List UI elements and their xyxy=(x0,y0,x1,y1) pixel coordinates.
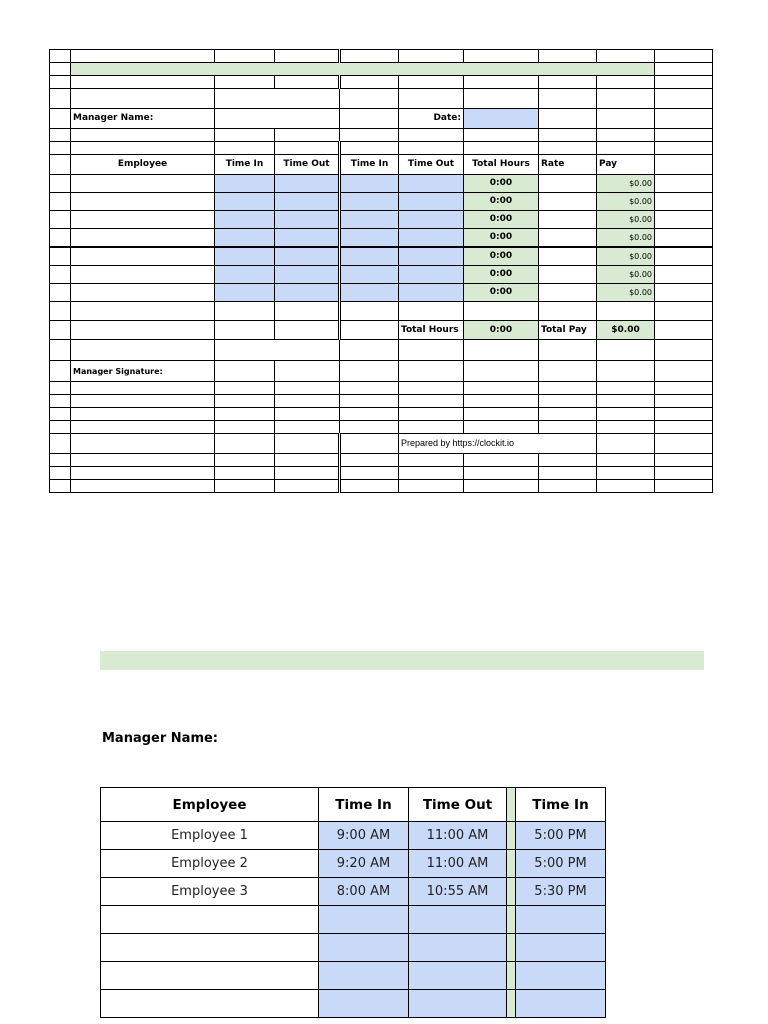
time-in-cell[interactable]: 5:30 PM xyxy=(516,878,606,906)
total-hours-value: 0:00 xyxy=(464,321,539,340)
pay-cell: $0.00 xyxy=(597,175,655,193)
pay-cell: $0.00 xyxy=(597,266,655,284)
time-out-cell[interactable] xyxy=(409,990,507,1018)
employee-cell[interactable] xyxy=(71,229,215,248)
time-out-cell[interactable]: 10:55 AM xyxy=(409,878,507,906)
col-header-time-out-2: Time Out xyxy=(399,155,464,175)
employee-cell[interactable] xyxy=(101,906,319,934)
time-in-cell[interactable] xyxy=(340,193,399,211)
rate-cell[interactable] xyxy=(539,284,597,302)
preview-col-employee: Employee xyxy=(101,788,319,822)
grid-row xyxy=(50,50,713,63)
pay-cell: $0.00 xyxy=(597,247,655,266)
manager-name-field[interactable] xyxy=(215,109,340,129)
table-row xyxy=(50,193,713,211)
time-in-cell[interactable] xyxy=(340,175,399,193)
grid-row xyxy=(50,467,713,480)
pay-cell: $0.00 xyxy=(597,193,655,211)
table-row xyxy=(50,175,713,193)
total-hours-cell: 0:00 xyxy=(464,247,539,266)
table-row xyxy=(101,878,606,906)
employee-cell[interactable] xyxy=(101,990,319,1018)
time-in-cell[interactable] xyxy=(319,934,409,962)
time-in-cell[interactable]: 5:00 PM xyxy=(516,850,606,878)
pay-cell: $0.00 xyxy=(597,284,655,302)
time-in-cell[interactable]: 9:20 AM xyxy=(319,850,409,878)
total-hours-cell: 0:00 xyxy=(464,266,539,284)
signature-field[interactable] xyxy=(215,361,275,382)
time-out-cell[interactable] xyxy=(275,247,340,266)
time-in-cell[interactable] xyxy=(215,193,275,211)
column-separator xyxy=(507,990,516,1018)
pay-cell: $0.00 xyxy=(597,229,655,248)
grid-row xyxy=(50,340,713,361)
total-hours-cell: 0:00 xyxy=(464,211,539,229)
timesheet-preview-table xyxy=(100,787,606,1018)
time-in-cell[interactable] xyxy=(516,934,606,962)
time-out-cell[interactable] xyxy=(399,266,464,284)
rate-cell[interactable] xyxy=(539,247,597,266)
rate-cell[interactable] xyxy=(539,229,597,248)
time-in-cell[interactable]: 9:00 AM xyxy=(319,822,409,850)
total-hours-cell: 0:00 xyxy=(464,229,539,248)
table-row xyxy=(50,247,713,266)
col-header-pay: Pay xyxy=(597,155,655,175)
employee-cell[interactable] xyxy=(71,266,215,284)
rate-cell[interactable] xyxy=(539,211,597,229)
time-out-cell[interactable] xyxy=(399,211,464,229)
employee-cell[interactable] xyxy=(71,211,215,229)
time-in-cell[interactable] xyxy=(340,229,399,248)
employee-cell[interactable] xyxy=(71,284,215,302)
time-in-cell[interactable] xyxy=(516,962,606,990)
time-in-cell[interactable] xyxy=(340,266,399,284)
time-out-cell[interactable] xyxy=(275,229,340,248)
preview-header-row xyxy=(101,788,606,822)
time-in-cell[interactable] xyxy=(215,266,275,284)
employee-cell[interactable]: Employee 1 xyxy=(101,822,319,850)
column-separator xyxy=(507,906,516,934)
title-banner-row xyxy=(50,63,713,76)
time-out-cell[interactable] xyxy=(275,193,340,211)
time-out-cell[interactable] xyxy=(409,906,507,934)
grid-row xyxy=(50,421,713,434)
time-out-cell[interactable] xyxy=(399,193,464,211)
column-separator xyxy=(507,962,516,990)
preview-col-time-in-1: Time In xyxy=(319,788,409,822)
table-row xyxy=(101,906,606,934)
table-row xyxy=(101,934,606,962)
manager-signature-label: Manager Signature: xyxy=(71,361,215,382)
time-in-cell[interactable] xyxy=(215,211,275,229)
rate-cell[interactable] xyxy=(539,175,597,193)
time-in-cell[interactable] xyxy=(516,990,606,1018)
grid-row xyxy=(50,89,713,109)
column-separator xyxy=(507,822,516,850)
time-in-cell[interactable] xyxy=(516,906,606,934)
totals-row xyxy=(50,321,713,340)
time-in-cell[interactable] xyxy=(340,247,399,266)
time-in-cell[interactable] xyxy=(215,247,275,266)
table-row xyxy=(50,266,713,284)
total-hours-label: Total Hours xyxy=(399,321,464,340)
col-header-time-in-2: Time In xyxy=(340,155,399,175)
time-in-cell[interactable] xyxy=(215,284,275,302)
timesheet-grid xyxy=(49,49,713,493)
total-pay-value: $0.00 xyxy=(597,321,655,340)
table-row xyxy=(101,822,606,850)
time-in-cell[interactable]: 8:00 AM xyxy=(319,878,409,906)
pay-cell: $0.00 xyxy=(597,211,655,229)
col-header-total-hours: Total Hours xyxy=(464,155,539,175)
manager-name-label-preview: Manager Name: xyxy=(102,731,219,746)
time-in-cell[interactable] xyxy=(215,229,275,248)
grid-row xyxy=(50,76,713,89)
employee-cell[interactable] xyxy=(71,193,215,211)
grid-row xyxy=(50,129,713,142)
employee-cell[interactable] xyxy=(71,247,215,266)
title-banner-preview xyxy=(100,651,704,670)
table-row xyxy=(50,229,713,248)
table-row xyxy=(50,284,713,302)
time-out-cell[interactable] xyxy=(399,175,464,193)
time-in-cell[interactable] xyxy=(340,284,399,302)
time-out-cell[interactable]: 11:00 AM xyxy=(409,822,507,850)
rate-cell[interactable] xyxy=(539,266,597,284)
rate-cell[interactable] xyxy=(539,193,597,211)
table-row xyxy=(50,211,713,229)
employee-cell[interactable] xyxy=(71,175,215,193)
col-header-employee: Employee xyxy=(71,155,215,175)
title-banner[interactable] xyxy=(71,63,655,76)
column-separator xyxy=(507,934,516,962)
grid-row xyxy=(50,142,713,155)
table-row xyxy=(101,990,606,1018)
time-out-cell[interactable] xyxy=(275,175,340,193)
total-hours-cell: 0:00 xyxy=(464,175,539,193)
col-header-rate: Rate xyxy=(539,155,597,175)
time-out-cell[interactable] xyxy=(275,211,340,229)
grid-row xyxy=(50,382,713,395)
time-in-cell[interactable] xyxy=(319,962,409,990)
date-field[interactable] xyxy=(464,109,539,129)
table-row xyxy=(101,962,606,990)
grid-row xyxy=(50,408,713,421)
time-out-cell[interactable] xyxy=(399,284,464,302)
grid-row xyxy=(50,480,713,493)
grid-row xyxy=(50,302,713,321)
time-in-cell[interactable] xyxy=(340,211,399,229)
manager-name-label: Manager Name: xyxy=(71,109,215,129)
time-in-cell[interactable] xyxy=(319,990,409,1018)
employee-cell[interactable]: Employee 3 xyxy=(101,878,319,906)
col-header-time-in-1: Time In xyxy=(215,155,275,175)
time-out-cell[interactable] xyxy=(275,284,340,302)
prepared-by-credit: Prepared by https://clockit.io xyxy=(399,434,597,454)
column-separator xyxy=(507,850,516,878)
column-separator xyxy=(507,878,516,906)
col-header-time-out-1: Time Out xyxy=(275,155,340,175)
employee-cell[interactable] xyxy=(101,934,319,962)
total-hours-cell: 0:00 xyxy=(464,284,539,302)
credit-row xyxy=(50,434,713,454)
time-in-cell[interactable] xyxy=(319,906,409,934)
time-out-cell[interactable] xyxy=(399,229,464,248)
total-pay-label: Total Pay xyxy=(539,321,597,340)
grid-row xyxy=(50,454,713,467)
column-header-row xyxy=(50,155,713,175)
employee-cell[interactable] xyxy=(101,962,319,990)
time-out-cell[interactable] xyxy=(409,962,507,990)
date-label: Date: xyxy=(399,109,464,129)
column-separator xyxy=(507,788,516,822)
time-in-cell[interactable]: 5:00 PM xyxy=(516,822,606,850)
table-row xyxy=(101,850,606,878)
grid-row xyxy=(50,395,713,408)
preview-col-time-out-1: Time Out xyxy=(409,788,507,822)
total-hours-cell: 0:00 xyxy=(464,193,539,211)
time-out-cell[interactable]: 11:00 AM xyxy=(409,850,507,878)
manager-date-row xyxy=(50,109,713,129)
time-out-cell[interactable] xyxy=(275,266,340,284)
time-out-cell[interactable] xyxy=(409,934,507,962)
employee-cell[interactable]: Employee 2 xyxy=(101,850,319,878)
signature-row xyxy=(50,361,713,382)
time-in-cell[interactable] xyxy=(215,175,275,193)
preview-col-time-in-2: Time In xyxy=(516,788,606,822)
time-out-cell[interactable] xyxy=(399,247,464,266)
